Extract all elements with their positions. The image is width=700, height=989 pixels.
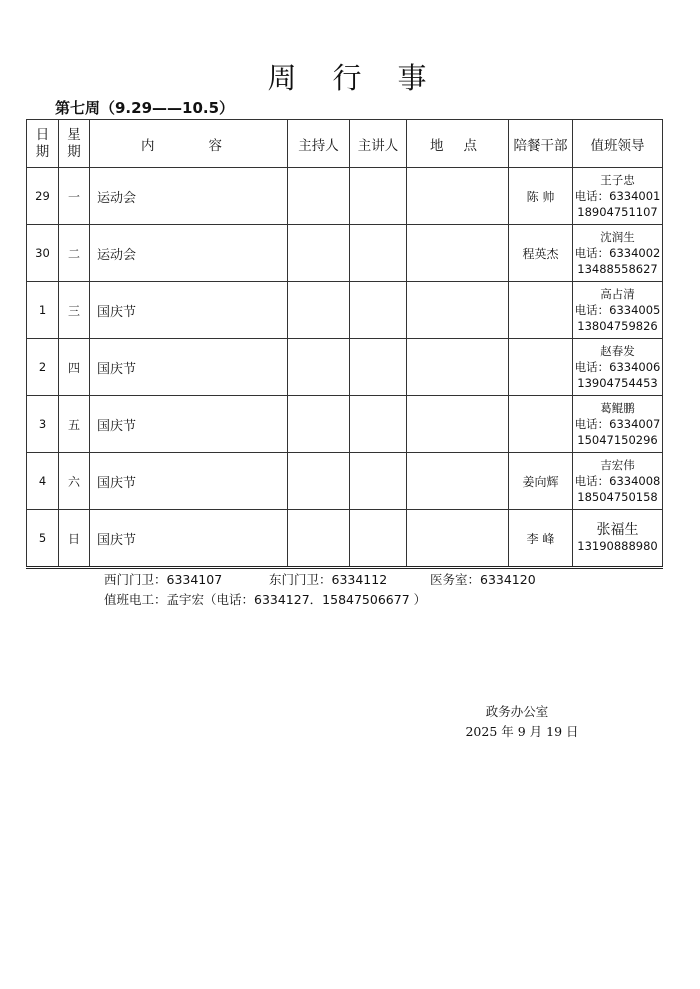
cell-speaker bbox=[350, 339, 407, 396]
cell-date: 29 bbox=[27, 168, 59, 225]
leader-phone: 电话：6334007 bbox=[574, 417, 661, 431]
table-row bbox=[27, 510, 663, 568]
cell-date: 30 bbox=[27, 225, 59, 282]
cell-meal-cadre: 程英杰 bbox=[509, 225, 573, 282]
header-place: 地点 bbox=[407, 120, 509, 168]
issue-date: 2025 年 9 月 19 日 bbox=[465, 724, 579, 739]
cell-host bbox=[288, 225, 350, 282]
cell-content: 国庆节 bbox=[90, 453, 288, 510]
cell-content: 运动会 bbox=[90, 225, 288, 282]
cell-place bbox=[407, 339, 509, 396]
issuing-office: 政务办公室 bbox=[485, 704, 549, 719]
east-gate-phone: 东门门卫：6334112 bbox=[269, 572, 388, 587]
cell-weekday: 日 bbox=[59, 510, 90, 568]
cell-host bbox=[288, 282, 350, 339]
cell-content: 国庆节 bbox=[90, 396, 288, 453]
leader-mobile: 13904754453 bbox=[577, 376, 658, 390]
leader-mobile: 18904751107 bbox=[577, 205, 658, 219]
cell-speaker bbox=[350, 453, 407, 510]
cell-speaker bbox=[350, 282, 407, 339]
leader-mobile: 13804759826 bbox=[577, 319, 658, 333]
cell-duty-leader bbox=[573, 453, 663, 510]
leader-phone: 电话：6334001 bbox=[574, 189, 661, 203]
cell-meal-cadre: 姜向辉 bbox=[509, 453, 573, 510]
header-date-line2: 期 bbox=[35, 143, 50, 160]
clinic-phone: 医务室：6334120 bbox=[430, 572, 536, 587]
leader-name: 王子忠 bbox=[600, 173, 635, 187]
electrician-contact: 值班电工：孟宇宏（电话：6334127．15847506677 ） bbox=[104, 592, 427, 607]
leader-phone: 电话：6334008 bbox=[574, 474, 661, 488]
cell-weekday: 二 bbox=[59, 225, 90, 282]
west-gate-phone: 西门门卫：6334107 bbox=[104, 572, 223, 587]
cell-content: 国庆节 bbox=[90, 282, 288, 339]
header-date-line1: 日 bbox=[35, 126, 50, 143]
cell-meal-cadre bbox=[509, 282, 573, 339]
header-speaker: 主讲人 bbox=[350, 120, 407, 168]
cell-place bbox=[407, 396, 509, 453]
cell-speaker bbox=[350, 225, 407, 282]
cell-date: 2 bbox=[27, 339, 59, 396]
table-row bbox=[27, 168, 663, 225]
cell-host bbox=[288, 396, 350, 453]
cell-date: 4 bbox=[27, 453, 59, 510]
header-duty-leader: 值班领导 bbox=[573, 120, 663, 168]
table-row bbox=[27, 453, 663, 510]
cell-date: 1 bbox=[27, 282, 59, 339]
leader-phone: 电话：6334002 bbox=[574, 246, 661, 260]
header-date bbox=[27, 120, 59, 168]
cell-meal-cadre bbox=[509, 339, 573, 396]
header-row bbox=[27, 120, 663, 168]
table-row bbox=[27, 396, 663, 453]
cell-duty-leader bbox=[573, 339, 663, 396]
cell-place bbox=[407, 453, 509, 510]
leader-phone: 电话：6334005 bbox=[574, 303, 661, 317]
cell-weekday: 六 bbox=[59, 453, 90, 510]
cell-duty-leader bbox=[573, 168, 663, 225]
cell-place bbox=[407, 225, 509, 282]
cell-content: 国庆节 bbox=[90, 510, 288, 568]
cell-host bbox=[288, 510, 350, 568]
leader-name: 张福生 bbox=[596, 522, 639, 538]
cell-host bbox=[288, 168, 350, 225]
cell-weekday: 一 bbox=[59, 168, 90, 225]
cell-content: 国庆节 bbox=[90, 339, 288, 396]
cell-duty-leader bbox=[573, 282, 663, 339]
leader-mobile: 18504750158 bbox=[577, 490, 658, 504]
leader-name: 高占清 bbox=[600, 287, 635, 301]
cell-speaker bbox=[350, 168, 407, 225]
cell-date: 3 bbox=[27, 396, 59, 453]
leader-phone: 电话：6334006 bbox=[574, 360, 661, 374]
header-host: 主持人 bbox=[288, 120, 350, 168]
cell-weekday: 四 bbox=[59, 339, 90, 396]
header-day-line2: 期 bbox=[67, 143, 81, 160]
header-weekday bbox=[59, 120, 90, 168]
cell-duty-leader bbox=[573, 396, 663, 453]
cell-speaker bbox=[350, 510, 407, 568]
table-row bbox=[27, 282, 663, 339]
leader-name: 沈润生 bbox=[600, 230, 635, 244]
cell-place bbox=[407, 510, 509, 568]
schedule-table bbox=[26, 119, 663, 569]
cell-host bbox=[288, 339, 350, 396]
page-title: 周行事 bbox=[267, 61, 463, 95]
cell-weekday: 五 bbox=[59, 396, 90, 453]
leader-mobile: 15047150296 bbox=[577, 433, 658, 447]
week-label: 第七周（9.29——10.5） bbox=[55, 99, 235, 117]
cell-meal-cadre: 陈 帅 bbox=[509, 168, 573, 225]
gate-contacts bbox=[104, 570, 536, 588]
leader-name: 吉宏伟 bbox=[600, 458, 635, 472]
cell-host bbox=[288, 453, 350, 510]
cell-place bbox=[407, 282, 509, 339]
table-row bbox=[27, 225, 663, 282]
cell-place bbox=[407, 168, 509, 225]
table-row bbox=[27, 339, 663, 396]
header-content: 内容 bbox=[90, 120, 288, 168]
cell-weekday: 三 bbox=[59, 282, 90, 339]
leader-name: 赵春发 bbox=[600, 344, 635, 358]
leader-name: 葛鲲鹏 bbox=[600, 401, 635, 415]
cell-speaker bbox=[350, 396, 407, 453]
header-meal-cadre: 陪餐干部 bbox=[509, 120, 573, 168]
cell-duty-leader bbox=[573, 225, 663, 282]
cell-date: 5 bbox=[27, 510, 59, 568]
cell-meal-cadre: 李 峰 bbox=[509, 510, 573, 568]
cell-content: 运动会 bbox=[90, 168, 288, 225]
leader-mobile: 13488558627 bbox=[577, 262, 658, 276]
header-day-line1: 星 bbox=[67, 126, 81, 143]
cell-meal-cadre bbox=[509, 396, 573, 453]
cell-duty-leader bbox=[573, 510, 663, 568]
leader-mobile: 13190888980 bbox=[577, 539, 658, 553]
